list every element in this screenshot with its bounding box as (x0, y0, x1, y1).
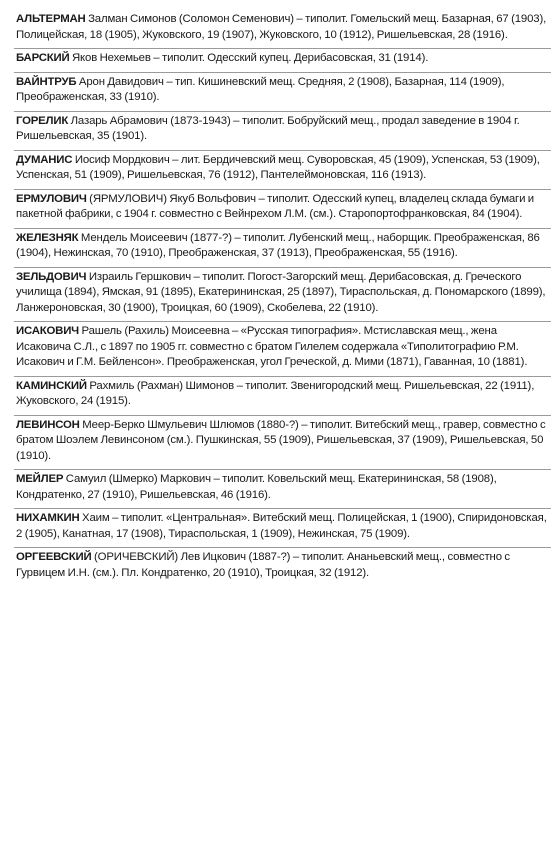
entry-given-name: Арон Давидович (78, 75, 164, 88)
entry-given-name: Хаим (82, 512, 110, 524)
entry-nikhamkin (14, 509, 551, 548)
entry-surname: ВАЙНТРУБ (16, 75, 77, 88)
entry-surname: ГОРЕЛИК (16, 114, 69, 127)
entry-meiler (14, 470, 551, 509)
entry-dumanis (14, 151, 551, 190)
entry-given-name: Израиль Гершкович (88, 270, 192, 283)
entry-given-name: Лев Ицкович (1887-?) (180, 551, 291, 563)
entry-alias: (ОРИЧЕВСКИЙ) (93, 551, 179, 563)
entry-description: – тип. Кишиневский мещ. Средняя, 2 (1908), Базарная, 114 (1909), Преображенская, 33 (1910). (16, 75, 505, 103)
entry-description: – типолит. Ковельский мещ. Екатерининская, 58 (1908), Кондратенко, 27 (1910), Ришельевская, 46 (1916). (16, 473, 497, 501)
entry-barsky (14, 49, 551, 73)
entry-vaintrub (14, 73, 551, 112)
entry-given-name: Мендель Моисеевич (1877-?) (80, 231, 232, 244)
entry-description: – типолит. «Центральная». Витебский мещ. Полицейская, 1 (1900), Спиридоновская, 2 (1905), Канатная, 17 (1908), Тираспольская, 1 (1909), Нежинская, 75 (1909). (16, 512, 547, 540)
entry-isakovich (14, 322, 551, 377)
entry-surname: МЕЙЛЕР (16, 473, 64, 485)
entry-given-name: Залман Симонов (Соломон Семенович) (88, 13, 294, 25)
entry-description: – «Русская типография». Мстиславская мещ., жена Исаковича С.Л., с 1897 по 1905 гг. совместно с братом Гилелем содержала «Типолитографию Р.М. Исакович и Г.М. Бейленсон». Преображенская, угол Греческой, д. Мими (1871), Гаванная, 10 (1881). (16, 325, 528, 368)
entry-description: – типолит. Звенигородский мещ. Ришельевская, 22 (1911), Жуковского, 24 (1915). (16, 379, 535, 407)
entry-given-name: Яков Нехемьев (71, 52, 151, 64)
entry-description: – типолит. Лубенский мещ., наборщик. Преображенская, 86 (1904), Нежинская, 70 (1910), Преображенская, 37 (1913), Преображенская, 55 (1916). (16, 231, 540, 259)
entry-zeldovich (14, 268, 551, 323)
entry-surname: ОРГЕЕВСКИЙ (16, 551, 92, 563)
entry-surname: ЗЕЛЬДОВИЧ (16, 270, 87, 283)
entry-description: – типолит. Витебский мещ., гравер, совместно с братом Шоэлем Левинсоном (см.). Пушкинская, 55 (1909), Ришельевская, 37 (1909), Ришельевская, 50 (1910). (16, 418, 546, 462)
entry-zheleznyak (14, 229, 551, 268)
entry-given-name: Самуил (Шмерко) Маркович (65, 473, 211, 485)
entry-surname: БАРСКИЙ (16, 52, 70, 64)
entry-given-name: Иосиф Мордкович (74, 153, 170, 166)
entry-description: – типолит. Одесский купец, владелец склада бумаги и пакетной фабрики, с 1904 г. совместно с Вейнрехом Л.М. (см.). Старопортофранковская, 84 (1904). (16, 192, 535, 220)
entry-surname: ЖЕЛЕЗНЯК (16, 231, 79, 244)
entry-description: – лит. Бердичевский мещ. Суворовская, 45 (1909), Успенская, 53 (1909), Успенская, 51 (1909), Ришельевская, 76 (1912), Пантелеймоновская, 116 (1913). (16, 153, 540, 181)
entry-alterman (14, 10, 551, 49)
entry-ermulovich (14, 190, 551, 229)
entry-given-name: Якуб Вольфович (169, 192, 256, 205)
entry-description: – типолит. Ананьевский мещ., совместно с Гурвицем И.Н. (см.). Пл. Кондратенко, 20 (1910), Троицкая, 32 (1912). (16, 551, 510, 579)
entry-description: – типолит. Бобруйский мещ., продал заведение в 1904 г. Ришельевская, 35 (1901). (16, 114, 520, 142)
entry-description: – типолит. Гомельский мещ. Базарная, 67 (1903), Полицейская, 18 (1905), Жуковского, 19 (1907), Жуковского, 10 (1912), Ришельевская, 28 (1916). (16, 13, 547, 41)
entry-surname: АЛЬТЕРМАН (16, 13, 86, 25)
entry-orgeevsky (14, 548, 551, 586)
entry-alias: (ЯРМУЛОВИЧ) (89, 192, 167, 205)
entry-given-name: Лазарь Абрамович (1873-1943) (70, 114, 231, 127)
entry-description: – типолит. Погост-Загорский мещ. Дерибасовская, д. Греческого училища (1894), Ямская, 91 (1895), Екатерининская, 25 (1897), Тираспольская, д. Пономарского (1899), Ланжероновская, 30 (1900), Троицкая, 60 (1909), Скобелева, 22 (1910). (16, 270, 546, 314)
entry-levinson (14, 416, 551, 471)
entry-surname: ЛЕВИНСОН (16, 418, 80, 431)
entry-given-name: Рашель (Рахиль) Моисеевна (81, 325, 230, 337)
entry-given-name: Меер-Берко Шмульевич Шлюмов (1880-?) (82, 418, 299, 431)
entry-surname: ДУМАНИС (16, 153, 73, 166)
entry-given-name: Рахмиль (Рахман) Шимонов (89, 379, 235, 392)
entry-surname: НИХАМКИН (16, 512, 80, 524)
entry-surname: ИСАКОВИЧ (16, 325, 79, 337)
entry-surname: ЕРМУЛОВИЧ (16, 192, 87, 205)
entry-description: – типолит. Одесский купец. Дерибасовская, 31 (1914). (153, 52, 429, 64)
entry-surname: КАМИНСКИЙ (16, 379, 87, 392)
entry-gorelik (14, 112, 551, 151)
entry-kaminsky (14, 377, 551, 416)
